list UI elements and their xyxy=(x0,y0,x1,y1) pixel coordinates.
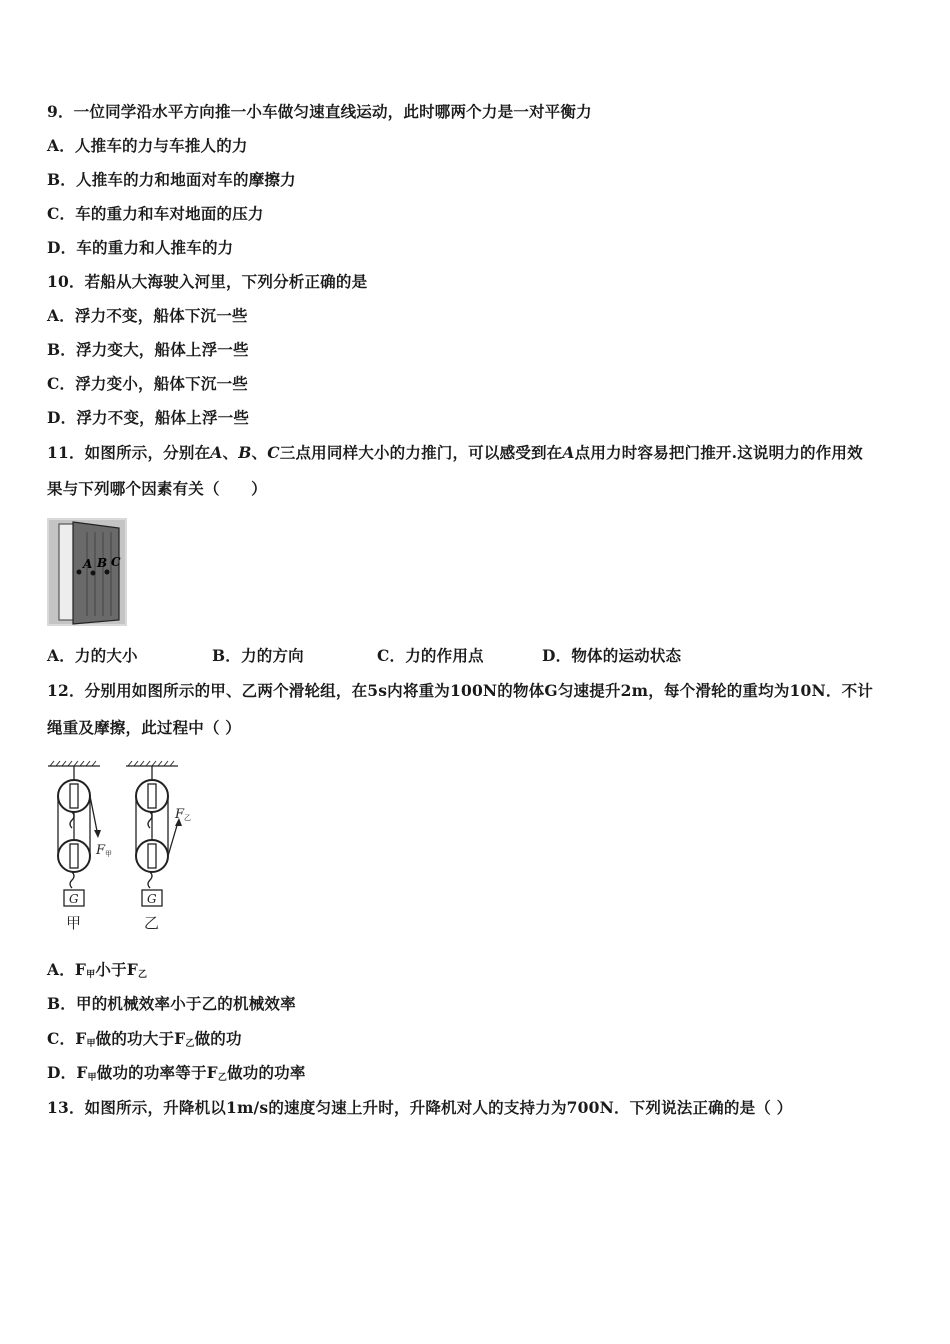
door-figure xyxy=(47,518,127,626)
q12-c-mid: 做的功大于F xyxy=(95,1029,186,1048)
left-load-label: G xyxy=(69,892,79,906)
q12-d-sub2: 乙 xyxy=(217,1073,228,1083)
q10-option-b: B．浮力变大，船体上浮一些 xyxy=(47,340,249,359)
right-load-label: G xyxy=(147,892,157,906)
q11-stem-part2: 三点用同样大小的力推门，可以感受到在 xyxy=(279,443,563,462)
q12-a-sub1: 甲 xyxy=(86,970,96,980)
q10-option-d: D．浮力不变，船体上浮一些 xyxy=(47,408,250,427)
q11-stem-line1 xyxy=(47,443,863,463)
q12-d-sub1: 甲 xyxy=(87,1073,97,1083)
q11-var-c: C xyxy=(267,443,280,462)
q12-option-b: B．甲的机械效率小于乙的机械效率 xyxy=(47,994,296,1013)
q11-var-a2: A xyxy=(562,443,575,462)
q12-c-end: 做的功 xyxy=(194,1029,242,1048)
q12-c-sub2: 乙 xyxy=(185,1039,195,1049)
q11-stem-line2: 果与下列哪个因素有关（ ） xyxy=(47,479,267,498)
q12-c-prefix: C．F xyxy=(47,1029,87,1048)
door-label-b: B xyxy=(97,556,108,570)
q9-option-c: C．车的重力和车对地面的压力 xyxy=(47,204,264,223)
q13-stem: 13．如图所示，升降机以1m/s的速度匀速上升时，升降机对人的支持力为700N．下列说法正确的是（ ） xyxy=(47,1098,793,1117)
q12-option-a xyxy=(47,960,147,985)
q10-option-a: A．浮力不变，船体下沉一些 xyxy=(47,306,248,325)
q10-option-c: C．浮力变小，船体下沉一些 xyxy=(47,374,248,393)
q9-stem: 9．一位同学沿水平方向推一小车做匀速直线运动，此时哪两个力是一对平衡力 xyxy=(47,102,592,121)
q12-d-prefix: D．F xyxy=(47,1063,88,1082)
q9-option-b: B．人推车的力和地面对车的摩擦力 xyxy=(47,170,296,189)
q12-stem-line1: 12．分别用如图所示的甲、乙两个滑轮组，在5s内将重为100N的物体G匀速提升2m，每个滑轮的重均为10N．不计 xyxy=(47,681,873,700)
q12-a-prefix: A．F xyxy=(47,960,87,979)
left-force-sub: 甲 xyxy=(105,850,112,858)
right-set-name: 乙 xyxy=(144,914,160,932)
q12-c-sub1: 甲 xyxy=(86,1039,96,1049)
q12-d-end: 做功的功率 xyxy=(227,1063,306,1082)
q12-a-sub2: 乙 xyxy=(137,970,148,980)
q11-sep1: 、 xyxy=(222,443,239,462)
q9-option-d: D．车的重力和人推车的力 xyxy=(47,238,234,257)
q11-option-c: C．力的作用点 xyxy=(377,646,484,665)
q11-var-a: A xyxy=(210,443,223,462)
right-force-symbol: F xyxy=(175,807,185,822)
q12-stem-line2: 绳重及摩擦，此过程中（ ） xyxy=(47,718,241,737)
q12-a-mid: 小于F xyxy=(95,960,138,979)
pulley-figure xyxy=(44,758,204,934)
left-force-symbol: F xyxy=(96,843,106,858)
q11-var-b: B xyxy=(238,443,252,462)
right-force-sub: 乙 xyxy=(184,814,191,822)
q11-option-b: B．力的方向 xyxy=(212,646,304,665)
q9-option-a: A．人推车的力与车推人的力 xyxy=(47,136,248,155)
q10-stem: 10．若船从大海驶入河里，下列分析正确的是 xyxy=(47,272,368,291)
q11-sep2: 、 xyxy=(251,443,268,462)
q11-stem-part1: 11．如图所示，分别在 xyxy=(47,443,211,462)
q12-d-mid: 做功的功率等于F xyxy=(96,1063,218,1082)
q12-option-d xyxy=(47,1063,306,1088)
q11-stem-part3: 点用力时容易把门推开.这说明力的作用效 xyxy=(574,443,863,462)
door-label-a: A xyxy=(83,557,93,571)
q11-option-a: A．力的大小 xyxy=(47,646,138,665)
door-label-c: C xyxy=(111,555,121,569)
q12-option-c xyxy=(47,1029,242,1054)
q11-option-d: D．物体的运动状态 xyxy=(542,646,682,665)
left-set-name: 甲 xyxy=(66,914,82,932)
